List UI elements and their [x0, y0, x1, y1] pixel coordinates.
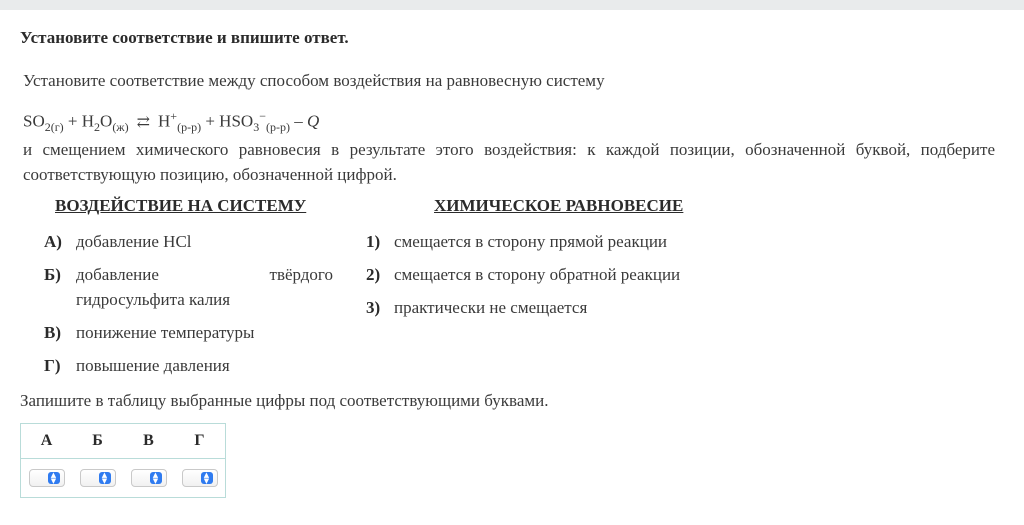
option-text: добавление HCl — [76, 232, 192, 251]
answer-header-a: А — [21, 424, 73, 459]
answer-instruction: Запишите в таблицу выбранные цифры под соответствующими буквами. — [20, 391, 549, 410]
option-text: смещается в сторону прямой реакции — [394, 232, 668, 251]
option-number: 2) — [366, 265, 381, 284]
answer-select-v[interactable] — [131, 469, 167, 487]
task-title: Установите соответствие и впишите ответ. — [20, 28, 349, 47]
answer-select-g[interactable] — [182, 469, 218, 487]
answer-cell-b — [72, 459, 123, 498]
answer-select-a[interactable] — [29, 469, 65, 487]
answer-cell-a — [21, 459, 73, 498]
left-column-header: ВОЗДЕЙСТВИЕ НА СИСТЕМУ — [55, 196, 307, 215]
option-letter: Б) — [44, 265, 61, 284]
option-text: практически не смещается — [394, 298, 588, 317]
answer-header-b: Б — [72, 424, 123, 459]
updown-chevron-icon: ▲ ▼ — [99, 472, 111, 484]
option-text: понижение температуры — [76, 323, 255, 342]
updown-chevron-icon: ▲ ▼ — [48, 472, 60, 484]
option-text: смещается в сторону обратной реакции — [394, 265, 681, 284]
option-number: 1) — [366, 232, 381, 251]
left-option-b — [44, 262, 334, 312]
reaction-equation: $SO_{2(г)} + H_2O_{(ж)}$ ⇄ $H^+_{(р-р)} + HSO_3^-_{(р-р)} - Q$ — [23, 109, 320, 135]
option-letter: А) — [44, 232, 62, 251]
option-letter: В) — [44, 323, 61, 342]
answer-cell-v — [123, 459, 174, 498]
option-text-line2: гидросульфита калия — [76, 290, 231, 309]
option-letter: Г) — [44, 356, 61, 375]
updown-chevron-icon: ▲ ▼ — [201, 472, 213, 484]
task-intro: Установите соответствие между способом воздействия на равновесную систему — [23, 71, 605, 90]
right-column-header: ХИМИЧЕСКОЕ РАВНОВЕСИЕ — [434, 196, 684, 215]
task-description: и смещением химического равновесия в результате этого воздействия: к каждой позиции, обозначенной буквой, подберите соответствующую позицию, обозначенной цифрой. — [23, 140, 995, 184]
option-text: повышение давления — [76, 356, 230, 375]
answer-select-b[interactable] — [80, 469, 116, 487]
top-bar — [0, 0, 1024, 10]
answer-cell-g — [174, 459, 226, 498]
equilibrium-arrows-icon: ⇄ — [136, 113, 151, 131]
answer-table — [20, 423, 226, 498]
answer-header-g: Г — [174, 424, 226, 459]
option-text-line1: добавление твёрдого — [76, 265, 333, 284]
option-number: 3) — [366, 298, 381, 317]
updown-chevron-icon: ▲ ▼ — [150, 472, 162, 484]
answer-header-v: В — [123, 424, 174, 459]
